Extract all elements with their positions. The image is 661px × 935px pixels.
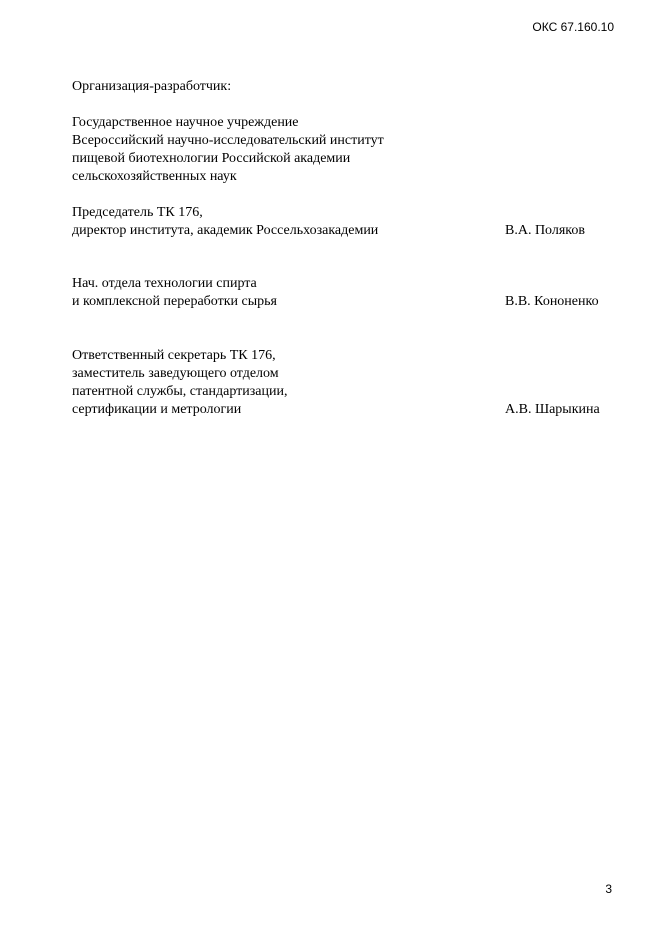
- position-line: Председатель ТК 176,: [72, 205, 203, 220]
- position-line: заместитель заведующего отделом: [72, 366, 279, 381]
- signatory-name: В.В. Кононенко: [505, 294, 599, 309]
- organization-name-line: Государственное научное учреждение: [72, 115, 299, 130]
- signatory-name: В.А. Поляков: [505, 223, 586, 238]
- position-line: Нач. отдела технологии спирта: [72, 276, 257, 291]
- organization-label: Организация-разработчик:: [72, 79, 232, 94]
- position-line: Ответственный секретарь ТК 176,: [72, 348, 276, 363]
- position-text: сертификации и метрологии: [72, 402, 242, 417]
- position-text: и комплексной переработки сырья: [72, 294, 277, 309]
- organization-block: [72, 78, 617, 96]
- signatory-secretary: [72, 347, 617, 419]
- signatory-name: А.В. Шарыкина: [505, 402, 600, 417]
- page-number: 3: [605, 882, 612, 896]
- position-text: директор института, академик Россельхозакадемии: [72, 223, 379, 238]
- position-line: [72, 222, 617, 240]
- organization-name: [72, 114, 617, 186]
- organization-name-line: Всероссийский научно-исследовательский институт: [72, 133, 384, 148]
- signatory-chairman: [72, 204, 617, 240]
- oks-code: ОКС 67.160.10: [532, 20, 614, 34]
- position-line: патентной службы, стандартизации,: [72, 384, 288, 399]
- organization-name-line: пищевой биотехнологии Российской академии: [72, 151, 351, 166]
- organization-name-line: сельскохозяйственных наук: [72, 169, 237, 184]
- position-line: [72, 401, 617, 419]
- position-line: [72, 293, 617, 311]
- signatory-department-head: [72, 275, 617, 311]
